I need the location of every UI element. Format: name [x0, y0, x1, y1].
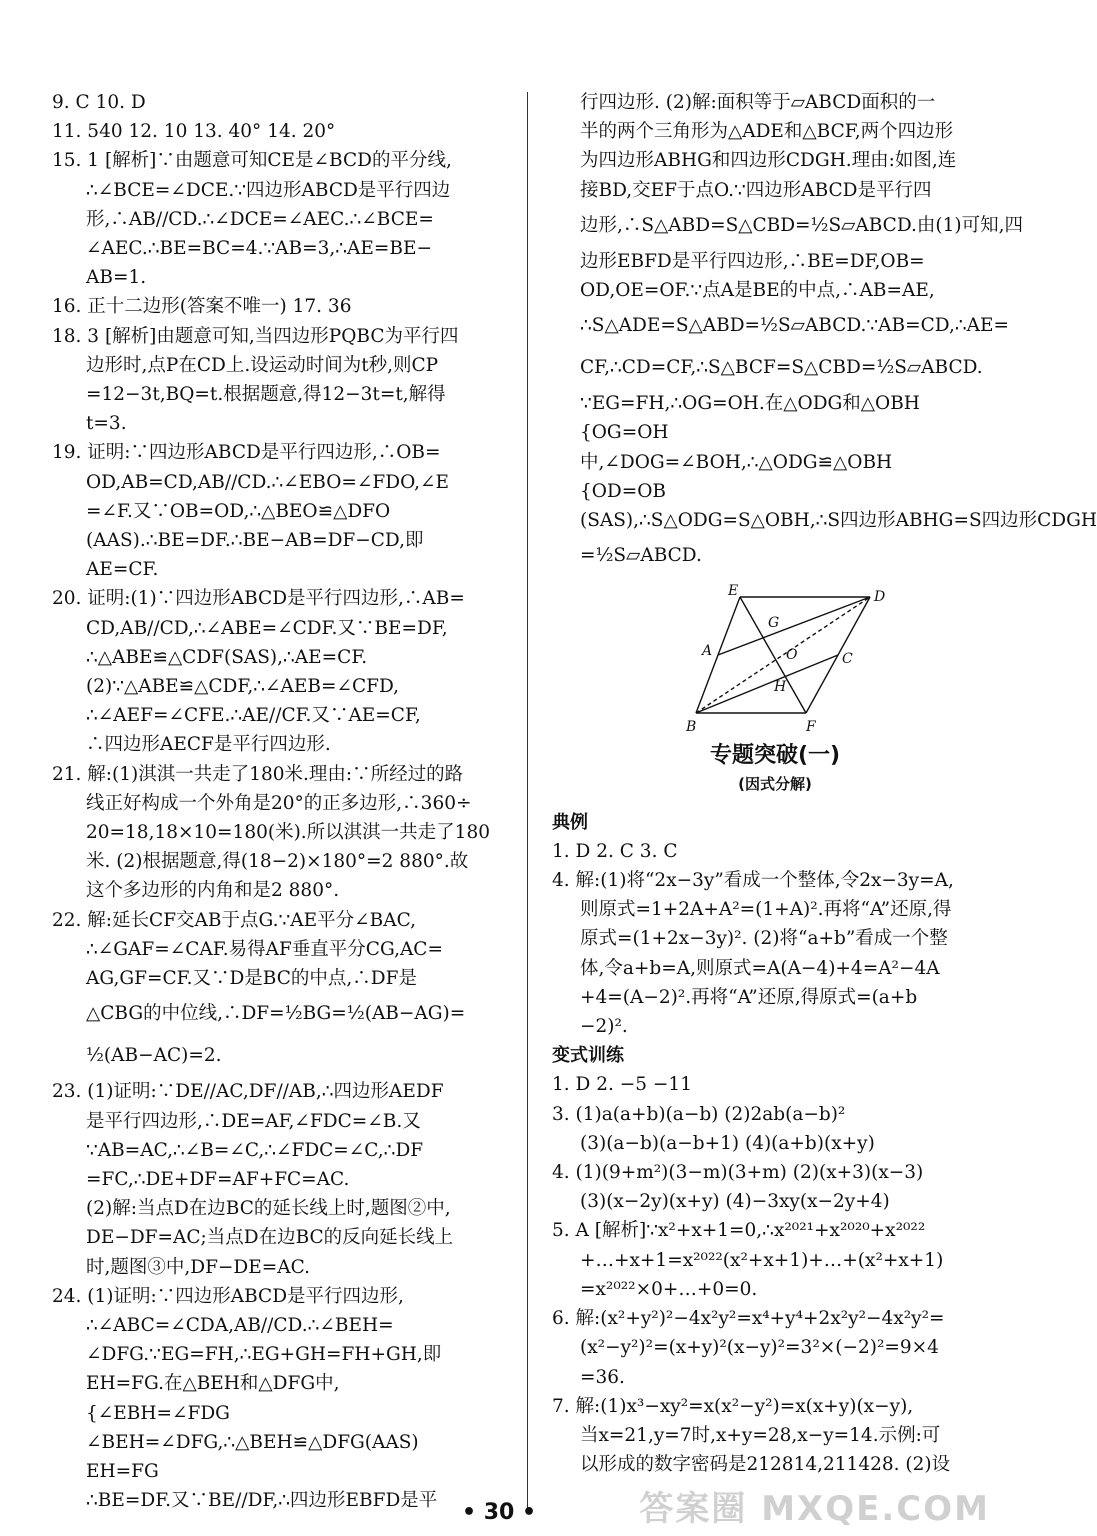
answer-line: +4=(A−2)².再将“A”还原,得原式=(a+b: [580, 986, 918, 1008]
label-a: A: [702, 643, 713, 660]
parallelogram-figure: [682, 585, 892, 735]
answer-line: =FC,∴DE+DF=AF+FC=AC.: [86, 1168, 350, 1190]
answer-line: AE=CF.: [86, 559, 159, 581]
answer-line: 5. A [解析]∵x²+x+1=0,∴x²⁰²¹+x²⁰²⁰+x²⁰²²: [552, 1220, 926, 1242]
answer-line: 1. D 2. C 3. C: [552, 840, 678, 862]
answer-line: 米. (2)根据题意,得(18−2)×180°=2 880°.故: [86, 851, 469, 873]
answer-line: ∴∠BCE=∠DCE.∵四边形ABCD是平行四边: [86, 179, 451, 201]
answer-line: ∴∠GAF=∠CAF.易得AF垂直平分CG,AC=: [86, 938, 443, 960]
answer-line: 当x=21,y=7时,x+y=28,x−y=14.示例:可: [580, 1424, 941, 1446]
answer-line: 接BD,交EF于点O.∵四边形ABCD是平行四: [580, 179, 932, 201]
answer-line: OD,OE=OF.∵点A是BE的中点,∴AB=AE,: [580, 280, 935, 302]
answer-line: ∴∠ABC=∠CDA,AB//CD.∴∠BEH=: [86, 1314, 394, 1336]
answer-line: =36.: [580, 1366, 625, 1388]
answer-line: 这个多边形的内角和是2 880°.: [86, 880, 340, 902]
answer-line: 中,∠DOG=∠BOH,∴△ODG≌△OBH: [580, 451, 893, 473]
answer-line: (AAS).∴BE=DF.∴BE−AB=DF−CD,即: [86, 530, 424, 552]
answer-line: {∠EBH=∠FDG: [86, 1402, 230, 1424]
answer-line: ∴四边形AECF是平行四边形.: [86, 734, 331, 756]
answer-line: 体,令a+b=A,则原式=A(A−4)+4=A²−4A: [580, 957, 940, 979]
label-b: B: [686, 719, 697, 736]
answer-line: 20. 证明:(1)∵四边形ABCD是平行四边形,∴AB=: [52, 588, 465, 610]
answer-line: DE−DF=AC;当点D在边BC的反向延长线上: [86, 1227, 454, 1249]
answer-line: 6. 解:(x²+y²)²−4x²y²=x⁴+y⁴+2x²y²−4x²y²=: [552, 1308, 945, 1330]
answer-line: △CBG的中位线,∴DF=½BG=½(AB−AG)=: [86, 1003, 466, 1025]
answer-line: 4. (1)(9+m²)(3−m)(3+m) (2)(x+3)(x−3): [552, 1162, 924, 1184]
segment-bc: [696, 655, 838, 713]
answer-line: 则原式=1+2A+A²=(1+A)².再将“A”还原,得: [580, 899, 952, 921]
answer-line: t=3.: [86, 413, 127, 435]
label-d: D: [874, 589, 886, 606]
answer-line: 形,∴AB//CD.∴∠DCE=∠AEC.∴∠BCE=: [86, 208, 434, 230]
answer-line: =½S▱ABCD.: [580, 545, 702, 567]
answer-line: AB=1.: [86, 267, 147, 289]
answer-line: OD,AB=CD,AB//CD.∴∠EBO=∠FDO,∠E: [86, 471, 450, 493]
answer-line: 7. 解:(1)x³−xy²=x(x²−y²)=x(x+y)(x−y),: [552, 1395, 914, 1417]
answer-line: EH=FG.在△BEH和△DFG中,: [86, 1373, 340, 1395]
section-heading: 变式训练: [552, 1045, 624, 1067]
answer-line: 原式=(1+2x−3y)². (2)将“a+b”看成一个整: [580, 928, 948, 950]
answer-line: =x²⁰²²×0+…+0=0.: [580, 1278, 758, 1300]
answer-line: ∵AB=AC,∴∠B=∠C,∴∠FDC=∠C,∴DF: [86, 1139, 424, 1161]
answer-line: (2)∵△ABE≌△CDF,∴∠AEB=∠CFD,: [86, 676, 399, 698]
answer-line: 3. (1)a(a+b)(a−b) (2)2ab(a−b)²: [552, 1103, 846, 1125]
watermark-logo: 答案圈 MXQE.COM: [639, 1489, 990, 1529]
label-e: E: [728, 583, 739, 600]
answer-line: (3)(x−2y)(x+y) (4)−3xy(x−2y+4): [580, 1191, 890, 1213]
answer-line: {OG=OH: [580, 422, 669, 444]
answer-line: ∠DFG.∵EG=FH,∴EG+GH=FH+GH,即: [86, 1344, 442, 1366]
answer-line: (3)(a−b)(a−b+1) (4)(a+b)(x+y): [580, 1132, 875, 1154]
answer-line: ∴∠AEF=∠CFE.∴AE//CF.又∵AE=CF,: [86, 705, 421, 727]
answer-line: 1. D 2. −5 −11: [552, 1074, 692, 1096]
answer-line: −2)².: [580, 1016, 628, 1038]
answer-line: 行四边形. (2)解:面积等于▱ABCD面积的一: [580, 92, 936, 113]
answer-line: 边形EBFD是平行四边形,∴BE=DF,OB=: [580, 250, 925, 272]
answer-line: 21. 解:(1)淇淇一共走了180米.理由:∵所经过的路: [52, 763, 464, 785]
answer-line: (x²−y²)²=(x+y)²(x−y)²=3²×(−2)²=9×4: [580, 1337, 939, 1359]
answer-line: 23. (1)证明:∵DE//AC,DF//AB,∴四边形AEDF: [52, 1081, 444, 1103]
topic-subtitle: (因式分解): [738, 775, 812, 794]
answer-line: 时,题图③中,DF−DE=AC.: [86, 1256, 311, 1278]
answer-line: 为四边形ABHG和四边形CDGH.理由:如图,连: [580, 150, 957, 172]
answer-line: ½(AB−AC)=2.: [86, 1045, 222, 1067]
page-number: • 30 •: [461, 1500, 537, 1525]
answer-line: 19. 证明:∵四边形ABCD是平行四边形,∴OB=: [52, 442, 441, 464]
answer-line: (SAS),∴S△ODG=S△OBH,∴S四边形ABHG=S四边形CDGH: [580, 510, 1097, 532]
answer-line: 以形成的数字密码是212814,211428. (2)设: [580, 1454, 951, 1476]
answer-line: 11. 540 12. 10 13. 40° 14. 20°: [52, 121, 336, 143]
answer-line: 线正好构成一个外角是20°的正多边形,∴360÷: [86, 792, 472, 814]
topic-title: 专题突破(一): [709, 743, 841, 769]
answer-line: 是平行四边形,∴DE=AF,∠FDC=∠B.又: [86, 1110, 421, 1132]
answer-line: 18. 3 [解析]由题意可知,当四边形PQBC为平行四: [52, 325, 459, 347]
answer-line: ∠AEC.∴BE=BC=4.∵AB=3,∴AE=BE−: [86, 238, 432, 260]
answer-line: 边形,∴S△ABD=S△CBD=½S▱ABCD.由(1)可知,四: [580, 214, 1023, 236]
column-divider: [527, 92, 528, 1512]
label-o: O: [786, 647, 798, 664]
label-g: G: [768, 615, 780, 632]
answer-line: 边形时,点P在CD上.设运动时间为t秒,则CP: [86, 354, 439, 376]
section-heading: 典例: [552, 811, 588, 833]
answer-line: 20=18,18×10=180(米).所以淇淇一共走了180: [86, 822, 490, 844]
left-column: [52, 88, 504, 1515]
answer-line: ∴S△ADE=S△ABD=½S▱ABCD.∵AB=CD,∴AE=: [580, 315, 1009, 337]
label-c: C: [842, 651, 853, 668]
answer-line: +…+x+1=x²⁰²²(x²+x+1)+…+(x²+x+1): [580, 1249, 944, 1271]
answer-line: 9. C 10. D: [52, 92, 146, 113]
answer-line: CD,AB//CD,∴∠ABE=∠CDF.又∵BE=DF,: [86, 617, 448, 639]
answer-line: ∵EG=FH,∴OG=OH.在△ODG和△OBH: [580, 393, 920, 415]
answer-line: 22. 解:延长CF交AB于点G.∵AE平分∠BAC,: [52, 909, 416, 931]
answer-line: ∠BEH=∠DFG,∴△BEH≌△DFG(AAS): [86, 1431, 419, 1453]
answer-line: CF,∴CD=CF,∴S△BCF=S△CBD=½S▱ABCD.: [580, 357, 983, 379]
label-h: H: [774, 679, 787, 696]
answer-line: =12−3t,BQ=t.根据题意,得12−3t=t,解得: [86, 384, 446, 406]
right-column: [552, 88, 1097, 1479]
answer-line: 半的两个三角形为△ADE和△BCF,两个四边形: [580, 121, 954, 143]
answer-line: =∠F.又∵OB=OD,∴△BEO≌△DFO: [86, 500, 391, 522]
answer-line: {OD=OB: [580, 480, 667, 502]
answer-line: ∴△ABE≌△CDF(SAS),∴AE=CF.: [86, 646, 368, 668]
answer-line: (2)解:当点D在边BC的延长线上时,题图②中,: [86, 1198, 451, 1220]
answer-line: AG,GF=CF.又∵D是BC的中点,∴DF是: [86, 968, 417, 990]
answer-line: 16. 正十二边形(答案不唯一) 17. 36: [52, 296, 352, 318]
answer-line: 4. 解:(1)将“2x−3y”看成一个整体,令2x−3y=A,: [552, 870, 954, 892]
answer-line: 24. (1)证明:∵四边形ABCD是平行四边形,: [52, 1285, 404, 1307]
label-f: F: [806, 719, 816, 736]
answer-line: EH=FG: [86, 1460, 159, 1482]
answer-line: ∴BE=DF.又∵BE//DF,∴四边形EBFD是平: [86, 1490, 438, 1512]
answer-line: 15. 1 [解析]∵由题意可知CE是∠BCD的平分线,: [52, 150, 452, 172]
